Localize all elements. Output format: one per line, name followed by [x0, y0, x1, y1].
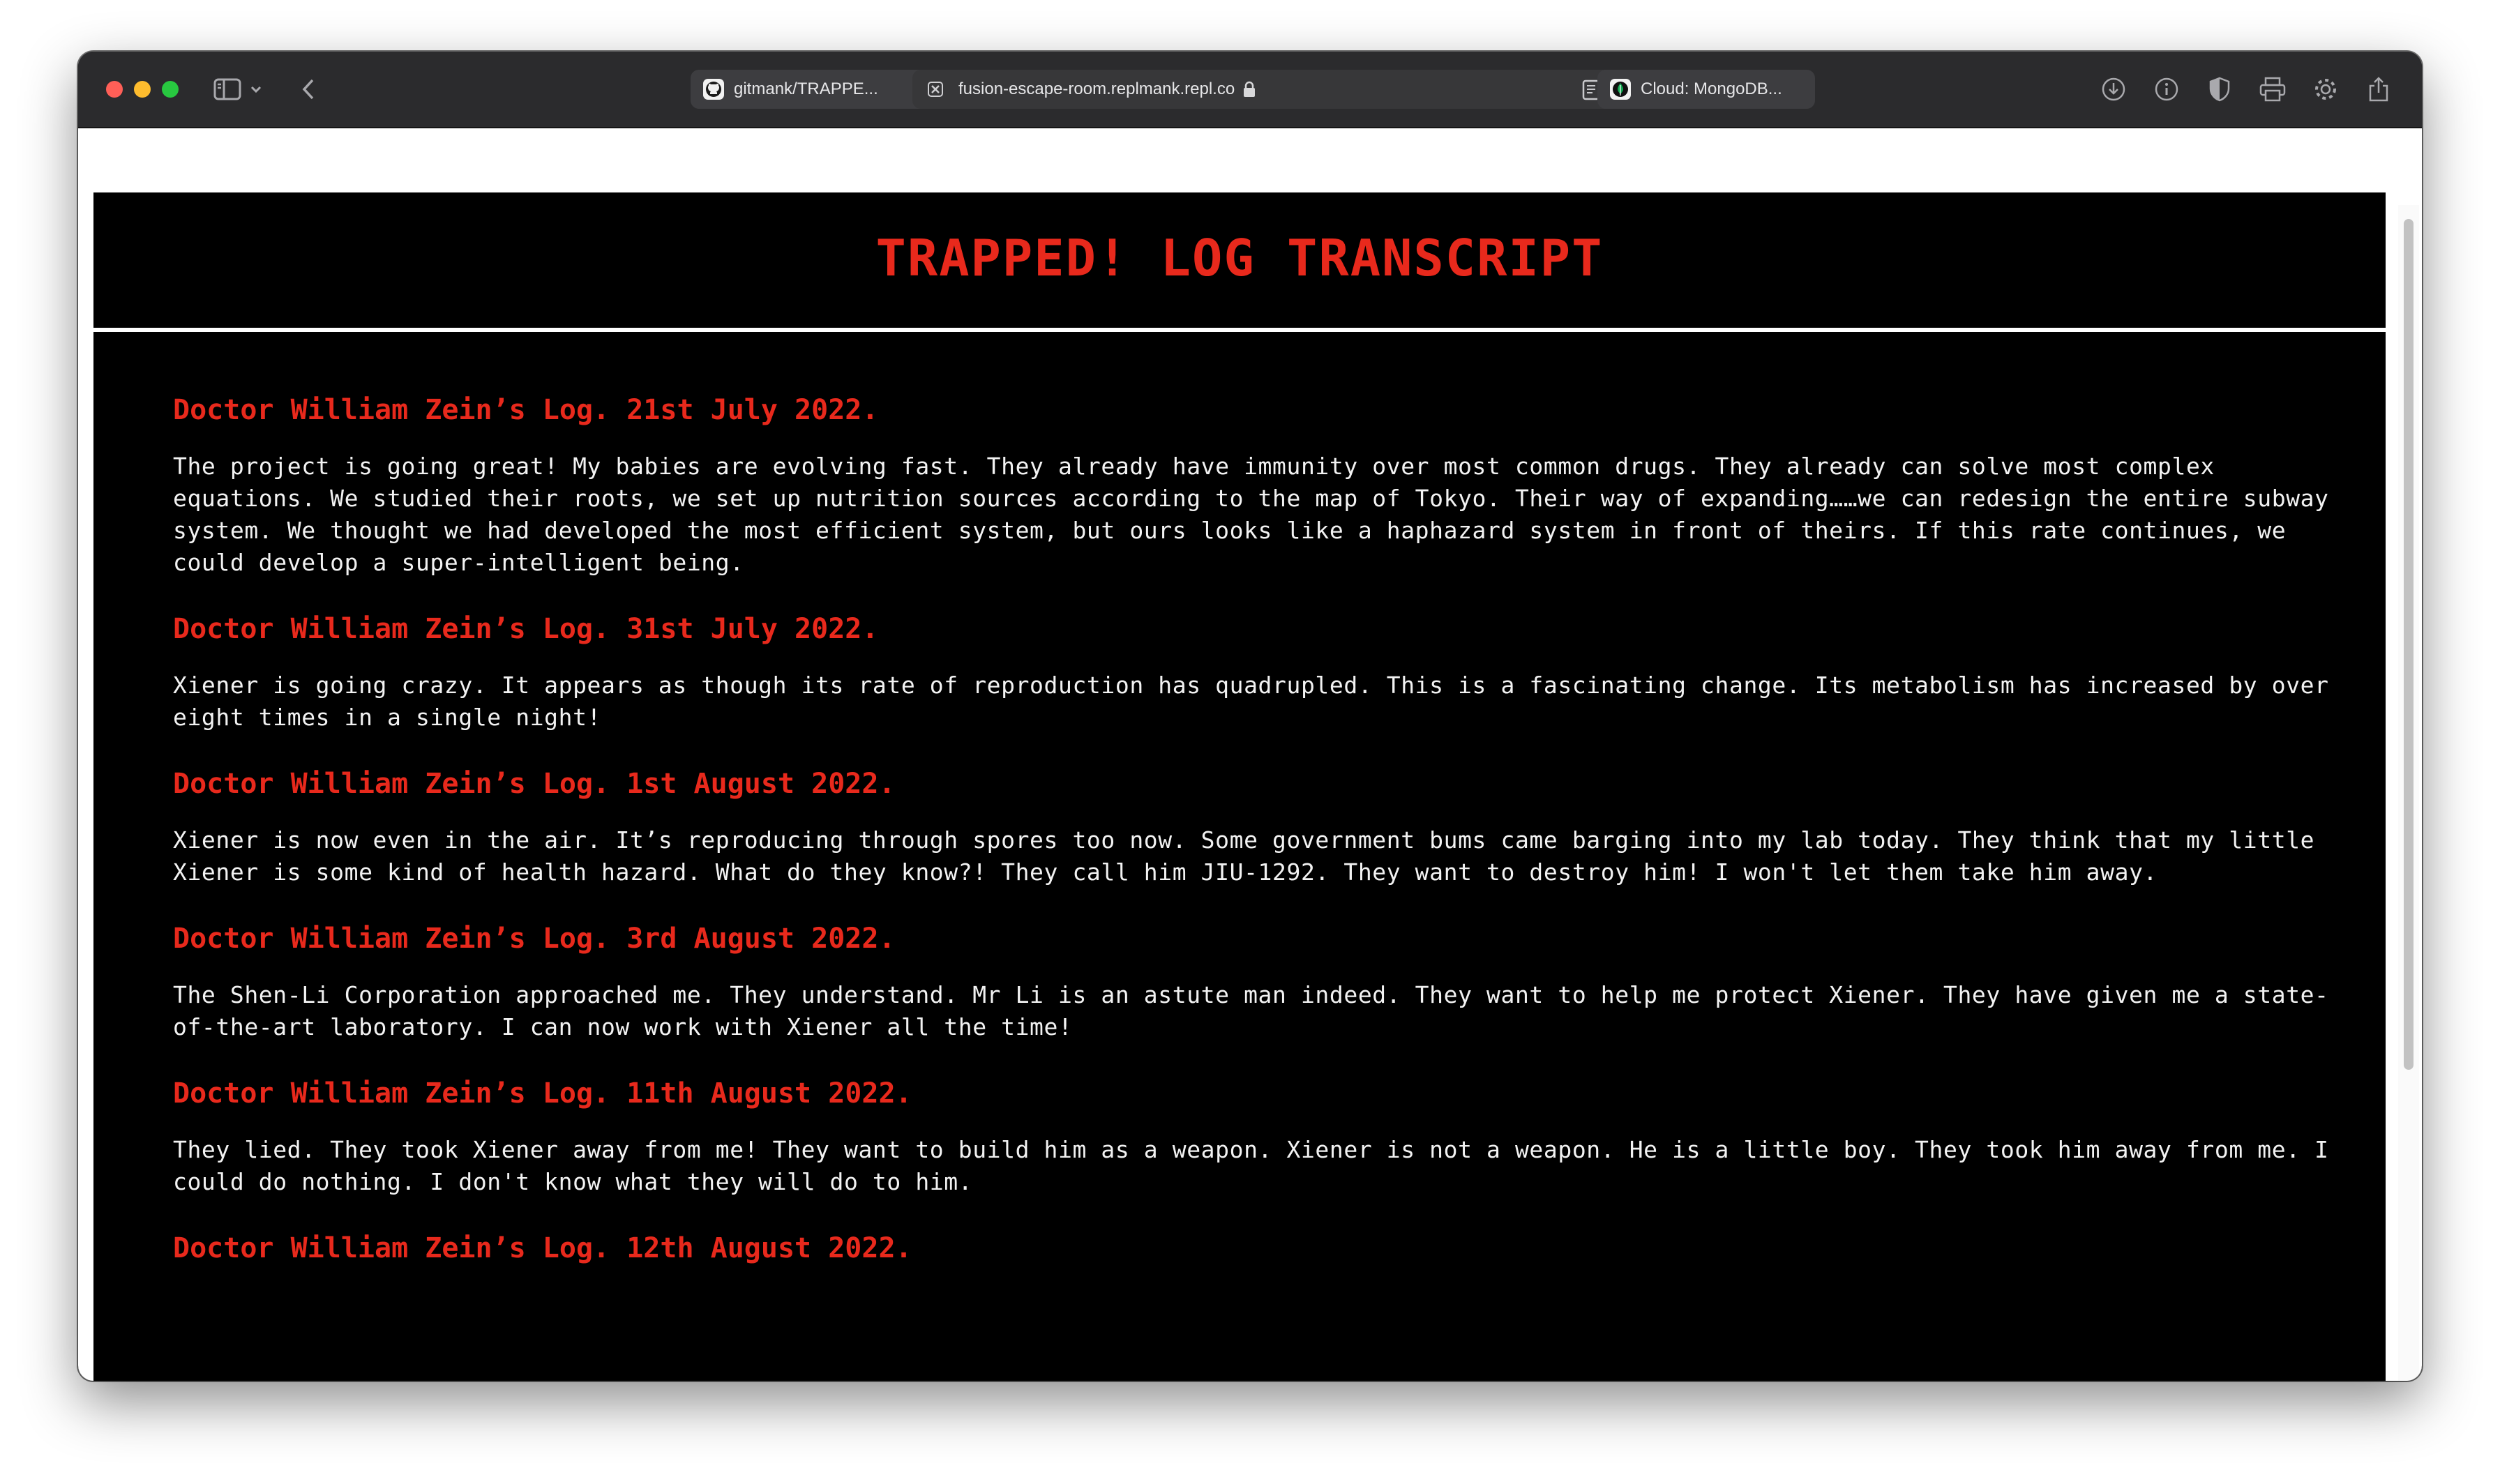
github-icon	[703, 79, 724, 100]
url-text[interactable]: fusion-escape-room.replmank.repl.co	[958, 80, 1235, 98]
log-entry	[173, 1077, 2370, 1198]
tab-label: gitmank/TRAPPE...	[734, 80, 878, 98]
header-divider	[93, 328, 2386, 332]
chevron-down-icon[interactable]	[246, 74, 266, 105]
minimize-window-button[interactable]	[134, 81, 151, 98]
log-entry	[173, 1232, 2370, 1265]
scrollbar-thumb[interactable]	[2404, 219, 2414, 1070]
log-entry	[173, 767, 2370, 888]
sidebar-toggle-icon[interactable]	[212, 74, 243, 105]
log-entry	[173, 393, 2370, 579]
lock-icon	[1243, 81, 1256, 98]
page-title: TRAPPED! LOG TRANSCRIPT	[875, 229, 1604, 287]
share-icon[interactable]	[2363, 74, 2394, 105]
log-entry-title: Doctor William Zein’s Log. 11th August 2022.	[173, 1077, 912, 1110]
log-entry-body: The Shen-Li Corporation approached me. They understand. Mr Li is an astute man indeed. They want to help me protect Xiener. They have given me a state-of-the-art laboratory. I can now work with Xiener all the time!	[173, 981, 2329, 1040]
print-icon[interactable]	[2257, 74, 2288, 105]
log-entry-body: They lied. They took Xiener away from me! They want to build him as a weapon. Xiener is not a weapon. He is a little boy. They took him away from me. I could do nothing. I don't know what they will do to him.	[173, 1136, 2329, 1195]
log-entry-title: Doctor William Zein’s Log. 1st August 2022.	[173, 768, 896, 800]
tab-label: Cloud: MongoDB...	[1641, 80, 1782, 98]
log-entry-body: The project is going great! My babies are evolving fast. They already have immunity over most common drugs. They already can solve most complex equations. We studied their roots, we set up nutrition sources according to the map of Tokyo. Their way of expanding……we can redesign the entire subway system. We thought we had developed the most efficient system, but ours looks like a haphazard system in front of theirs. If this rate continues, we could develop a super-intelligent being.	[173, 453, 2329, 576]
gear-icon[interactable]	[2310, 74, 2341, 105]
log-entry-title: Doctor William Zein’s Log. 31st July 2022.	[173, 613, 879, 645]
log-entry-title: Doctor William Zein’s Log. 21st July 2022.	[173, 394, 879, 426]
log-entry-body: Xiener is going crazy. It appears as though its rate of reproduction has quadrupled. This is a fascinating change. Its metabolism has increased by over eight times in a single night!	[173, 672, 2329, 731]
log-entry-title: Doctor William Zein’s Log. 12th August 2022.	[173, 1232, 912, 1264]
tab-mongodb[interactable]	[1597, 70, 1815, 109]
info-icon[interactable]	[2151, 74, 2182, 105]
tab-active-url[interactable]	[912, 70, 1645, 109]
close-window-button[interactable]	[106, 81, 123, 98]
browser-window	[78, 52, 2422, 1381]
log-entry	[173, 612, 2370, 734]
log-list	[173, 393, 2370, 1298]
site-header	[93, 192, 2386, 328]
downloads-icon[interactable]	[2098, 74, 2129, 105]
mongodb-leaf-icon	[1610, 79, 1631, 100]
zoom-window-button[interactable]	[162, 81, 179, 98]
log-entry-title: Doctor William Zein’s Log. 3rd August 2022.	[173, 923, 896, 955]
page-viewport	[78, 128, 2422, 1381]
log-entry-body: Xiener is now even in the air. It’s reproducing through spores too now. Some government bums came barging into my lab today. They think that my little Xiener is some kind of health hazard. What do they know?! They call him JIU-1292. They want to destroy him! I won't let them take him away.	[173, 826, 2315, 886]
shield-icon[interactable]	[2204, 74, 2235, 105]
back-arrow-icon[interactable]	[293, 74, 324, 105]
close-icon[interactable]	[926, 80, 944, 98]
log-entry	[173, 922, 2370, 1043]
browser-toolbar	[78, 52, 2422, 128]
